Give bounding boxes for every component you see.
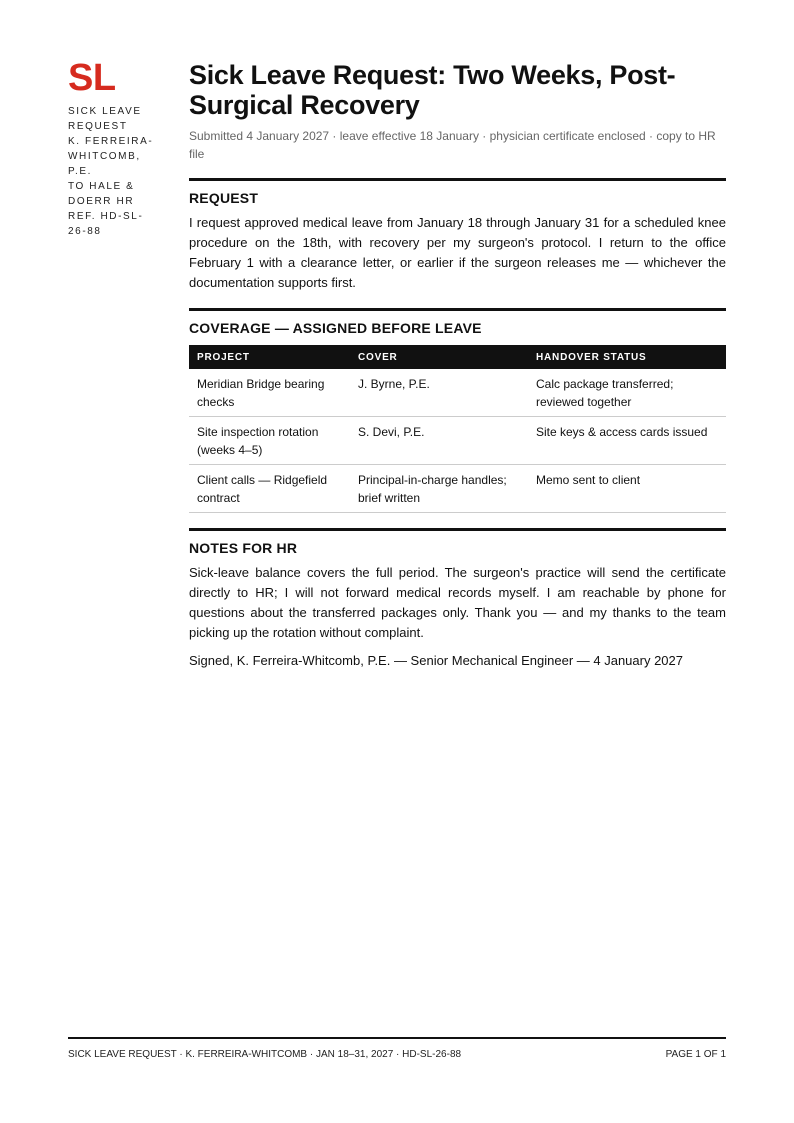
table-row xyxy=(189,417,726,465)
column-header: HANDOVER STATUS xyxy=(528,345,726,369)
sidebar-line: SICK LEAVE xyxy=(68,106,142,117)
coverage-table xyxy=(189,345,726,513)
sidebar-line: WHITCOMB, xyxy=(68,151,141,162)
signature-line: Signed, K. Ferreira-Whitcomb, P.E. — Senior Mechanical Engineer — 4 January 2027 xyxy=(189,653,683,668)
request-body: I request approved medical leave from January 18 through January 31 for a scheduled knee procedure on the 18th, with recovery per my surgeon's protocol. I return to the office February 1 with a clearance letter, or earlier if the surgeon releases me — whichever the documentation supports first. xyxy=(189,215,726,290)
coverage-section xyxy=(189,308,726,513)
sidebar-line: K. FERREIRA- xyxy=(68,136,154,147)
section-heading: REQUEST xyxy=(189,190,259,206)
table-row xyxy=(189,465,726,513)
table-row xyxy=(189,369,726,417)
sidebar-line: REQUEST xyxy=(68,121,128,132)
column-header: COVER xyxy=(350,345,528,369)
title-line: Sick Leave Request: Two Weeks, Post- xyxy=(189,60,676,90)
table-cell: Client calls — Ridgefield contract xyxy=(189,465,350,513)
table-cell: J. Byrne, P.E. xyxy=(350,369,528,417)
notes-section xyxy=(189,528,726,671)
table-cell: Memo sent to client xyxy=(528,465,726,513)
title-line: Surgical Recovery xyxy=(189,90,420,120)
page-footer xyxy=(68,1037,726,1062)
notes-body: Sick-leave balance covers the full period. The surgeon's practice will send the certificate directly to HR; I will not forward medical records myself. I am reachable by phone for questions about the transferred packages only. Thank you — and my thanks to the team picking up the rotation without complaint. xyxy=(189,565,726,640)
table-cell: Meridian Bridge bearing checks xyxy=(189,369,350,417)
section-heading: COVERAGE — ASSIGNED BEFORE LEAVE xyxy=(189,320,482,336)
table-header-row xyxy=(189,345,726,369)
document-body xyxy=(189,60,726,671)
sidebar-line: P.E. xyxy=(68,166,93,177)
table-cell: Calc package transferred; reviewed together xyxy=(528,369,726,417)
section-heading: NOTES FOR HR xyxy=(189,540,298,556)
table-cell: S. Devi, P.E. xyxy=(350,417,528,465)
footer-reference: SICK LEAVE REQUEST · K. FERREIRA-WHITCOMB · JAN 18–31, 2027 · HD-SL-26-88 xyxy=(68,1049,462,1060)
table-cell: Site keys & access cards issued xyxy=(528,417,726,465)
sidebar-line: TO HALE & xyxy=(68,181,135,192)
table-cell: Site inspection rotation (weeks 4–5) xyxy=(189,417,350,465)
request-section xyxy=(189,178,726,293)
page-subtitle: Submitted 4 January 2027 · leave effective 18 January · physician certificate enclosed · copy to HR file xyxy=(189,129,716,161)
sidebar-line: DOERR HR xyxy=(68,196,135,207)
sidebar-line: 26-88 xyxy=(68,226,102,237)
page-title xyxy=(189,60,726,120)
logo: SL xyxy=(68,57,116,99)
table-cell: Principal-in-charge handles; brief written xyxy=(350,465,528,513)
page-number: PAGE 1 OF 1 xyxy=(665,1049,726,1060)
sidebar xyxy=(68,58,158,239)
sidebar-line: REF. HD-SL- xyxy=(68,211,144,222)
sidebar-meta xyxy=(68,104,158,239)
column-header: PROJECT xyxy=(189,345,350,369)
